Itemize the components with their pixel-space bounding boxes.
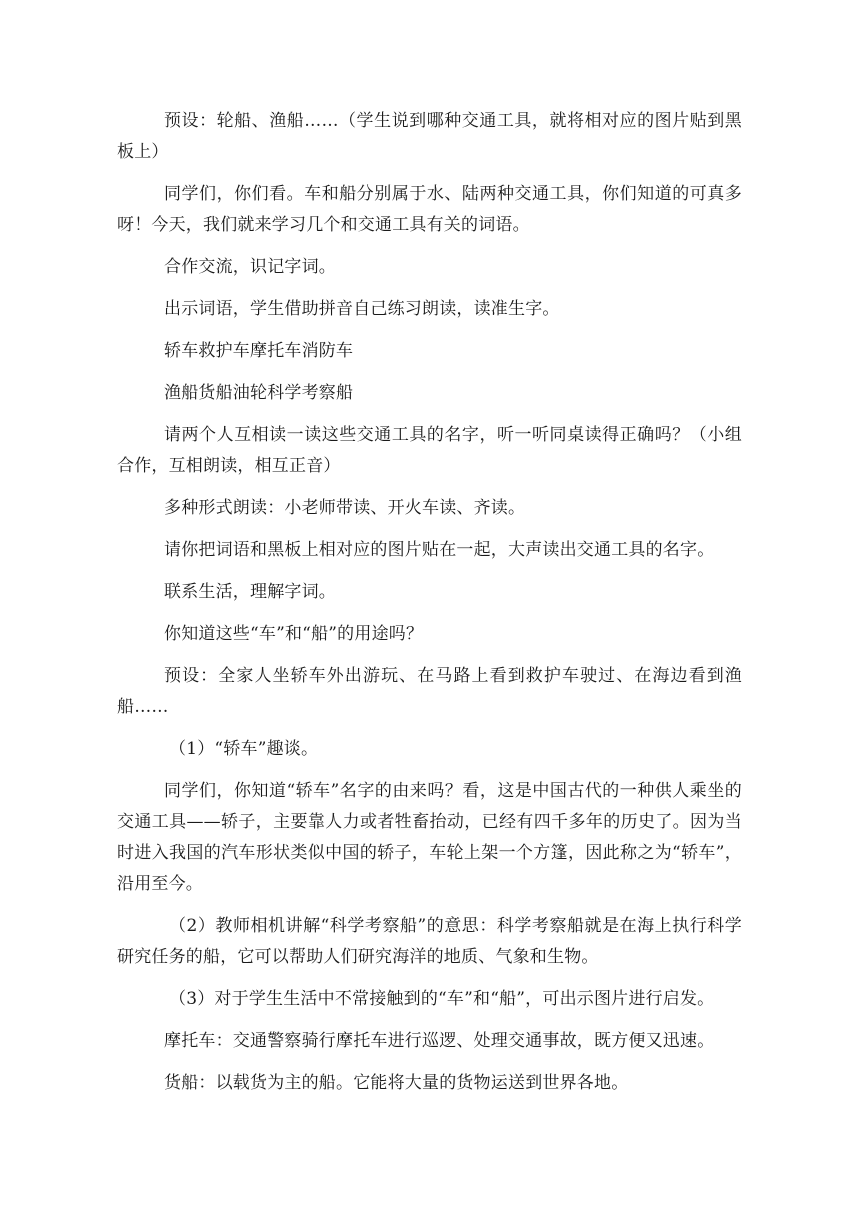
- paragraph-show-words: 出示词语，学生借助拼音自己练习朗读，读准生字。: [164, 299, 560, 319]
- paragraph-reading-forms: 多种形式朗读：小老师带读、开火车读、齐读。: [164, 498, 526, 518]
- paragraph-intro: 同学们，你们看。车和船分别属于水、陆两种交通工具，你们知道的可真多呀！今天，我们就来学习几个和交通工具有关的词语。: [117, 184, 742, 235]
- paragraph-question-uses: 你知道这些“车”和“船”的用途吗？: [164, 624, 424, 644]
- paragraph-preset-ships: 预设：轮船、渔船……（学生说到哪种交通工具，就将相对应的图片贴到黑板上）: [117, 111, 742, 162]
- document-page: [117, 106, 742, 1110]
- word-list-cars: 轿车救护车摩托车消防车: [164, 341, 354, 361]
- paragraph-show-pictures: （3）对于学生生活中不常接触到的“车”和“船”，可出示图片进行启发。: [169, 989, 715, 1009]
- paragraph-pair-reading: 请两个人互相读一读这些交通工具的名字，听一听同桌读得正确吗？（小组合作，互相朗读，相互正音）: [117, 425, 742, 476]
- paragraph-motorcycle: 摩托车：交通警察骑行摩托车进行巡逻、处理交通事故，既方便又迅速。: [164, 1031, 715, 1051]
- word-list-ships: 渔船货船油轮科学考察船: [164, 383, 354, 403]
- paragraph-sedan-origin: 同学们，你知道“轿车”名字的由来吗？看，这是中国古代的一种供人乘坐的交通工具——轿子，主要靠人力或者牲畜抬动，已经有四千多年的历史了。因为当时进入我国的汽车形状类似中国的轿子，车轮上架一个方篷，因此称之为“轿车”，沿用至今。: [117, 781, 742, 894]
- subheading-sedan: （1）“轿车”趣谈。: [169, 739, 319, 759]
- paragraph-cooperate: 合作交流，识记字词。: [164, 257, 336, 277]
- paragraph-research-ship: （2）教师相机讲解“科学考察船”的意思：科学考察船就是在海上执行科学研究任务的船，它可以帮助人们研究海洋的地质、气象和生物。: [117, 916, 742, 967]
- paragraph-match-pictures: 请你把词语和黑板上相对应的图片贴在一起，大声读出交通工具的名字。: [164, 540, 715, 560]
- paragraph-preset-family: 预设：全家人坐轿车外出游玩、在马路上看到救护车驶过、在海边看到渔船……: [117, 666, 742, 717]
- paragraph-connect-life: 联系生活，理解字词。: [164, 582, 336, 602]
- paragraph-cargo-ship: 货船：以载货为主的船。它能将大量的货物运送到世界各地。: [164, 1073, 629, 1093]
